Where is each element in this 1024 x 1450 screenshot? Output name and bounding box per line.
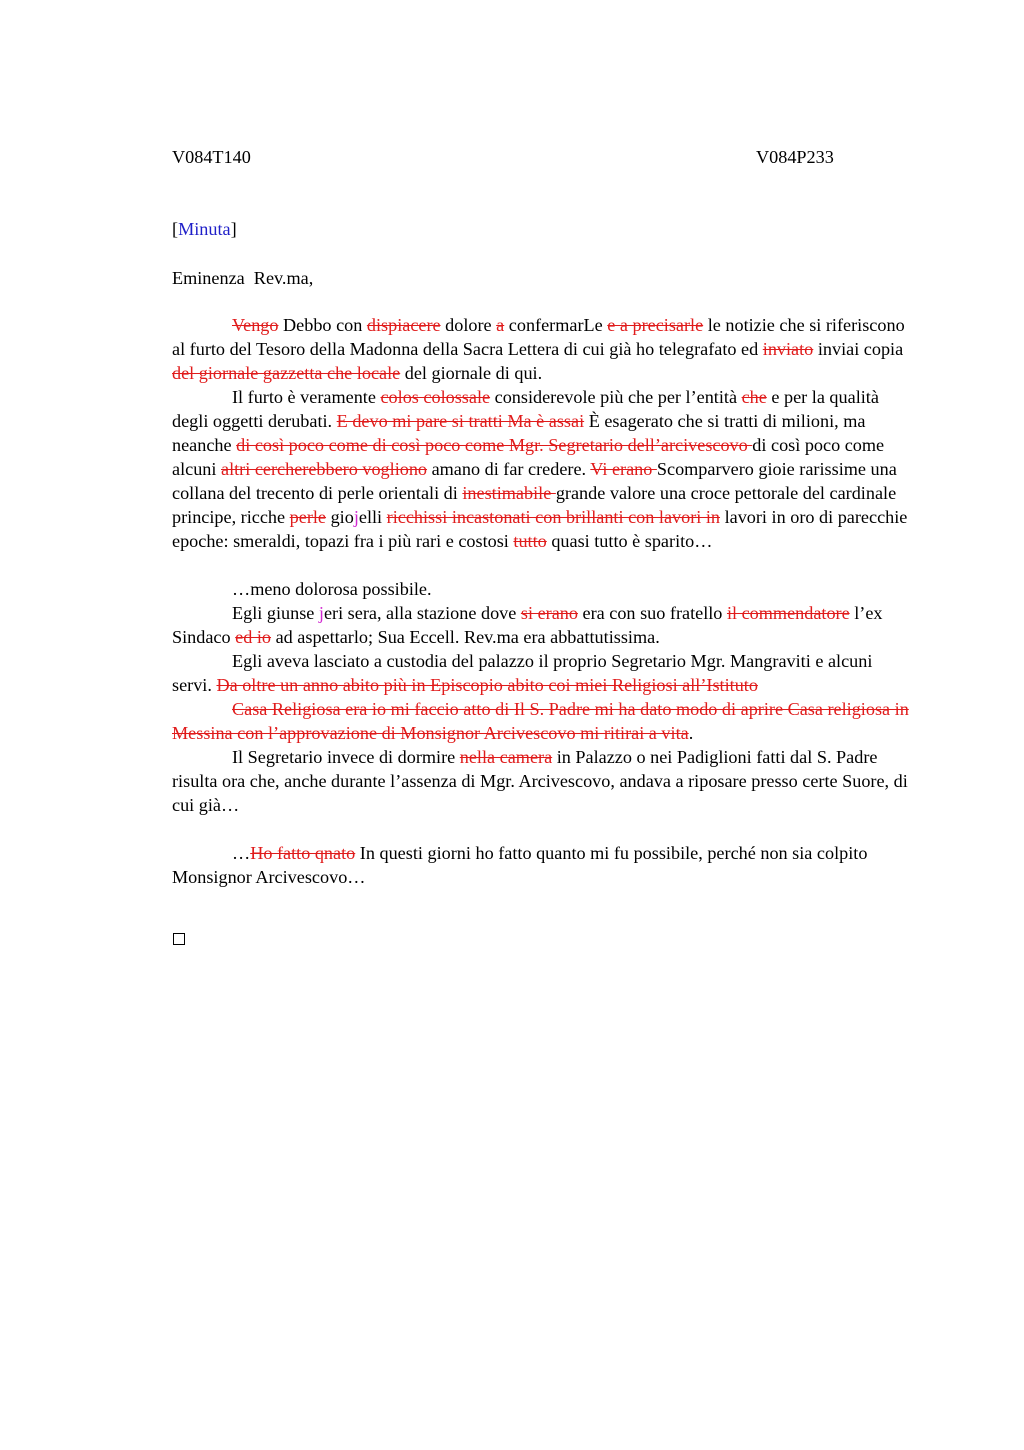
checkbox-square-icon xyxy=(173,933,185,945)
deleted-text: Vi erano xyxy=(590,459,657,479)
deleted-text: ricchissi incastonati con brillanti con lavori in xyxy=(386,507,721,527)
document-code-right: V084P233 xyxy=(756,147,834,167)
deleted-text: si erano xyxy=(520,603,578,623)
paragraph-4: Egli giunse jeri sera, alla stazione dove si erano era con suo fratello il commendatore l’ex Sindaco ed io ad aspettarlo; Sua Eccell. Rev.ma era abbattutissima. xyxy=(172,603,883,647)
paragraph-5: Egli aveva lasciato a custodia del palazzo il proprio Segretario Mgr. Mangraviti e alcuni servi. Da oltre un anno abito più in Episcopio abito coi miei Religiosi all’Istituto xyxy=(172,651,873,695)
deleted-text: che xyxy=(741,387,767,407)
deleted-text: dispiacere xyxy=(366,315,441,335)
paragraph-8: …Ho fatto qnato In questi giorni ho fatto quanto mi fu possibile, perché non sia colpito Monsignor Arcivescovo… xyxy=(172,843,868,887)
deleted-text: inestimabile xyxy=(462,483,556,503)
inserted-letter: j xyxy=(353,507,359,527)
deleted-text: colos colossale xyxy=(380,387,491,407)
deleted-text: altri cercherebbero vogliono xyxy=(221,459,428,479)
deleted-text: nella camera xyxy=(459,747,553,767)
paragraph-7: Il Segretario invece di dormire nella camera in Palazzo o nei Padiglioni fatti dal S. Padre risulta ora che, anche durante l’assenza di Mgr. Arcivescovo, andava a riposare presso certe Suore, di cui già… xyxy=(172,747,908,815)
deleted-text: perle xyxy=(289,507,327,527)
deleted-text: Vengo xyxy=(232,315,279,335)
salutation: Eminenza Rev.ma, xyxy=(172,268,314,288)
paragraph-2: Il furto è veramente colos colossale considerevole più che per l’entità che e per la qualità degli oggetti derubati. E devo mi pare si tratti Ma è assai È esagerato che si tratti di milioni, ma neanche di così poco come di così poco come Mgr. Segretario dell’arcivescovo di così poco come alcuni altri cercherebbero vogliono amano di far credere. Vi erano Scomparvero gioie rarissime una collana del trecento di perle orientali di inestimabile grande valore una croce pettorale del cardinale principe, ricche perle giojelli ricchissi incastonati con brillanti con lavori in lavori in oro di parecchie epoche: smeraldi, topazi fra i più rari e costosi tutto quasi tutto è sparito… xyxy=(172,387,908,551)
deleted-text: Casa Religiosa era io mi faccio atto di Il S. Padre mi ha dato modo di aprire Casa religiosa in Messina con l’approvazione di Monsignor Arcivescovo mi ritirai a vita xyxy=(172,699,909,743)
deleted-text: del giornale gazzetta che locale xyxy=(172,363,401,383)
deleted-text: tutto xyxy=(513,531,547,551)
minuta-word: Minuta xyxy=(178,219,231,239)
deleted-text: a xyxy=(496,315,505,335)
deleted-text: Ho fatto qnato xyxy=(250,843,356,863)
paragraph-6: Casa Religiosa era io mi faccio atto di Il S. Padre mi ha dato modo di aprire Casa religiosa in Messina con l’approvazione di Monsignor Arcivescovo mi ritirai a vita. xyxy=(172,699,909,743)
letter-body xyxy=(172,313,912,889)
paragraph-1: Vengo Debbo con dispiacere dolore a confermarLe e a precisarle le notizie che si riferiscono al furto del Tesoro della Madonna della Sacra Lettera di cui già ho telegrafato ed inviato inviai copia del giornale gazzetta che locale del giornale di qui. xyxy=(172,315,905,383)
deleted-text: ed io xyxy=(235,627,272,647)
paragraph-3: …meno dolorosa possibile. xyxy=(232,579,432,599)
deleted-text: di così poco come di così poco come Mgr. Segretario dell’arcivescovo xyxy=(236,435,753,455)
document-code-left: V084T140 xyxy=(172,147,251,167)
deleted-text: Da oltre un anno abito più in Episcopio abito coi miei Religiosi all’Istituto xyxy=(216,675,758,695)
deleted-text: il commendatore xyxy=(726,603,850,623)
minuta-label: [Minuta] xyxy=(172,219,237,239)
deleted-text: E devo mi pare si tratti Ma è assai xyxy=(336,411,585,431)
deleted-text: e a precisarle xyxy=(607,315,704,335)
deleted-text: inviato xyxy=(762,339,814,359)
inserted-letter: j xyxy=(318,603,324,623)
